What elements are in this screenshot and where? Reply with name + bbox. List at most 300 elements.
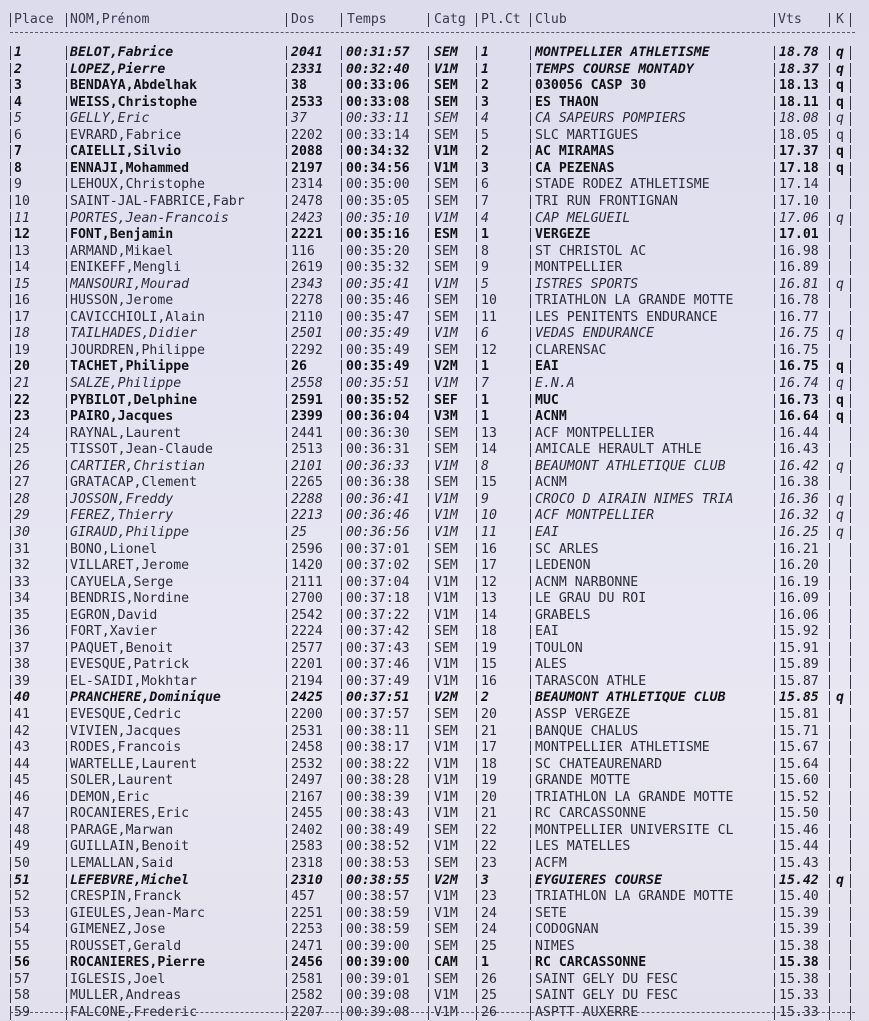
cell-vts: 16.73 [779, 392, 819, 408]
cell-nom: CAYUELA,Serge [70, 574, 174, 590]
cell-catg: V2M [434, 690, 458, 706]
column-separator [341, 443, 342, 457]
column-separator [428, 13, 429, 27]
column-separator [850, 543, 851, 557]
column-separator [476, 625, 477, 639]
cell-nom: FALCONE,Frederic [70, 1004, 198, 1020]
cell-place: 33 [14, 574, 30, 590]
column-separator [10, 923, 11, 937]
table-row [0, 111, 869, 127]
column-separator [10, 642, 11, 656]
column-separator [829, 890, 830, 904]
cell-dos: 2501 [291, 326, 323, 342]
column-separator [476, 129, 477, 143]
column-separator [66, 394, 67, 408]
cell-pl: 2 [481, 78, 489, 94]
column-separator [530, 840, 531, 854]
column-separator [476, 509, 477, 523]
cell-temps: 00:36:38 [346, 475, 410, 491]
cell-temps: 00:37:18 [346, 591, 410, 607]
column-separator [66, 46, 67, 60]
table-row [0, 790, 869, 806]
column-separator [850, 261, 851, 275]
cell-nom: SAINT-JAL-FABRICE,Fabr [70, 193, 245, 209]
column-separator [66, 807, 67, 821]
column-separator [286, 658, 287, 672]
column-separator [428, 874, 429, 888]
column-separator [530, 195, 531, 209]
column-separator [341, 625, 342, 639]
cell-nom: BONO,Lionel [70, 541, 158, 557]
column-separator [530, 493, 531, 507]
cell-catg: V1M [434, 988, 458, 1004]
cell-place: 20 [14, 359, 30, 375]
cell-catg: V1M [434, 673, 458, 689]
column-separator [476, 63, 477, 77]
cell-temps: 00:35:47 [346, 309, 410, 325]
column-separator [66, 774, 67, 788]
column-separator [428, 327, 429, 341]
column-separator [428, 973, 429, 987]
column-separator [428, 410, 429, 424]
cell-vts: 16.75 [779, 326, 819, 342]
cell-pl: 1 [481, 409, 489, 425]
column-separator [476, 476, 477, 490]
cell-catg: ESM [434, 227, 458, 243]
cell-catg: SEM [434, 425, 458, 441]
cell-catg: SEM [434, 822, 458, 838]
column-separator [66, 476, 67, 490]
column-separator [829, 212, 830, 226]
column-separator [476, 162, 477, 176]
column-separator [850, 394, 851, 408]
cell-pl: 23 [481, 889, 497, 905]
column-separator [10, 228, 11, 242]
column-separator [530, 989, 531, 1003]
column-separator [428, 427, 429, 441]
header-catg: Catg [434, 12, 466, 27]
cell-club: NIMES [535, 938, 575, 954]
cell-pl: 26 [481, 971, 497, 987]
column-separator [774, 377, 775, 391]
cell-temps: 00:38:49 [346, 822, 410, 838]
cell-nom: TACHET,Philippe [70, 359, 190, 375]
cell-pl: 6 [481, 177, 489, 193]
column-separator [428, 609, 429, 623]
cell-club: MONTPELLIER [535, 260, 623, 276]
column-separator [341, 129, 342, 143]
column-separator [428, 79, 429, 93]
cell-k: q [836, 45, 844, 60]
cell-place: 28 [14, 491, 30, 507]
column-separator [476, 96, 477, 110]
cell-temps: 00:35:00 [346, 177, 410, 193]
column-separator [286, 708, 287, 722]
column-separator [341, 675, 342, 689]
column-separator [476, 658, 477, 672]
cell-place: 17 [14, 309, 30, 325]
column-separator [774, 840, 775, 854]
cell-temps: 00:36:04 [346, 409, 410, 425]
cell-nom: SOLER,Laurent [70, 773, 174, 789]
cell-place: 54 [14, 922, 30, 938]
column-separator [341, 741, 342, 755]
column-separator [428, 261, 429, 275]
column-separator [774, 509, 775, 523]
column-separator [774, 940, 775, 954]
column-separator [774, 890, 775, 904]
column-separator [850, 758, 851, 772]
column-separator [286, 956, 287, 970]
column-separator [829, 46, 830, 60]
cell-club: CODOGNAN [535, 922, 599, 938]
column-separator [428, 195, 429, 209]
cell-catg: V3M [434, 409, 458, 425]
cell-vts: 16.74 [779, 376, 819, 391]
column-separator [829, 145, 830, 159]
cell-place: 48 [14, 822, 30, 838]
table-row [0, 542, 869, 558]
cell-pl: 24 [481, 905, 497, 921]
cell-place: 35 [14, 607, 30, 623]
cell-place: 40 [14, 690, 30, 706]
column-separator [10, 129, 11, 143]
cell-catg: V1M [434, 491, 458, 507]
cell-temps: 00:38:57 [346, 889, 410, 905]
cell-catg: V1M [434, 376, 458, 391]
column-separator [66, 129, 67, 143]
cell-catg: V2M [434, 359, 458, 375]
column-separator [774, 311, 775, 325]
cell-dos: 37 [291, 111, 307, 127]
cell-place: 44 [14, 756, 30, 772]
cell-club: EAI [535, 359, 559, 375]
cell-catg: V1M [434, 210, 458, 226]
column-separator [428, 907, 429, 921]
cell-pl: 5 [481, 276, 489, 292]
cell-vts: 15.64 [779, 756, 819, 772]
column-separator [428, 360, 429, 374]
column-separator [829, 476, 830, 490]
cell-club: LES MATELLES [535, 839, 631, 855]
column-separator [428, 311, 429, 325]
cell-nom: RAYNAL,Laurent [70, 425, 182, 441]
cell-dos: 2441 [291, 425, 323, 441]
cell-pl: 7 [481, 376, 489, 391]
column-separator [286, 642, 287, 656]
column-separator [774, 327, 775, 341]
column-separator [850, 344, 851, 358]
column-separator [774, 625, 775, 639]
cell-pl: 20 [481, 707, 497, 722]
table-row [0, 376, 869, 392]
column-separator [829, 956, 830, 970]
column-separator [530, 625, 531, 639]
cell-pl: 16 [481, 673, 497, 689]
cell-dos: 25 [291, 524, 307, 540]
column-separator [476, 791, 477, 805]
column-separator [10, 592, 11, 606]
column-separator [850, 145, 851, 159]
column-separator [10, 178, 11, 192]
column-separator [66, 592, 67, 606]
column-separator [428, 509, 429, 523]
column-separator [476, 178, 477, 192]
cell-club: MONTPELLIER UNIVERSITE CL [535, 822, 734, 838]
cell-club: LE GRAU DU ROI [535, 591, 647, 607]
cell-temps: 00:37:02 [346, 558, 410, 574]
cell-temps: 00:38:28 [346, 773, 410, 789]
cell-pl: 1 [481, 61, 489, 77]
column-separator [286, 212, 287, 226]
column-separator [850, 691, 851, 705]
cell-catg: SEM [434, 342, 458, 358]
cell-dos: 2581 [291, 971, 323, 987]
column-separator [850, 576, 851, 590]
cell-nom: PAIRO,Jacques [70, 409, 174, 425]
cell-vts: 15.42 [779, 872, 819, 888]
column-separator [10, 476, 11, 490]
column-separator [66, 741, 67, 755]
column-separator [66, 824, 67, 838]
cell-k: q [836, 491, 844, 507]
table-header [0, 12, 869, 28]
header-rule [10, 32, 855, 33]
column-separator [428, 145, 429, 159]
column-separator [428, 658, 429, 672]
column-separator [850, 923, 851, 937]
cell-k: q [836, 78, 844, 94]
cell-vts: 17.37 [779, 144, 819, 160]
cell-temps: 00:36:46 [346, 508, 410, 524]
cell-club: SAINT GELY DU FESC [535, 971, 678, 987]
column-separator [341, 394, 342, 408]
cell-temps: 00:33:11 [346, 111, 410, 127]
column-separator [286, 443, 287, 457]
cell-k: q [836, 458, 844, 474]
column-separator [286, 278, 287, 292]
column-separator [428, 493, 429, 507]
cell-vts: 16.75 [779, 359, 819, 375]
cell-vts: 15.33 [779, 1004, 819, 1020]
cell-pl: 8 [481, 458, 489, 474]
cell-club: LEDENON [535, 558, 591, 574]
column-separator [476, 261, 477, 275]
column-separator [476, 79, 477, 93]
column-separator [530, 228, 531, 242]
column-separator [829, 625, 830, 639]
column-separator [428, 642, 429, 656]
cell-pl: 1 [481, 392, 489, 408]
cell-temps: 00:39:00 [346, 938, 410, 954]
column-separator [774, 460, 775, 474]
cell-place: 57 [14, 971, 30, 987]
cell-dos: 2310 [291, 872, 323, 888]
table-row [0, 757, 869, 773]
cell-place: 29 [14, 508, 30, 524]
cell-temps: 00:36:56 [346, 524, 410, 540]
column-separator [829, 840, 830, 854]
cell-nom: CAVICCHIOLI,Alain [70, 309, 205, 325]
column-separator [10, 940, 11, 954]
column-separator [66, 162, 67, 176]
column-separator [476, 741, 477, 755]
column-separator [428, 46, 429, 60]
column-separator [774, 741, 775, 755]
cell-nom: CAIELLI,Silvio [70, 144, 182, 160]
cell-nom: BENDAYA,Abdelhak [70, 78, 198, 94]
table-row [0, 724, 869, 740]
column-separator [530, 294, 531, 308]
cell-temps: 00:35:51 [346, 376, 410, 391]
cell-vts: 16.21 [779, 541, 819, 557]
cell-club: MONTPELLIER ATHLETISME [535, 740, 710, 756]
cell-pl: 23 [481, 855, 497, 871]
column-separator [530, 129, 531, 143]
column-separator [850, 592, 851, 606]
cell-vts: 16.78 [779, 293, 819, 309]
column-separator [286, 245, 287, 259]
column-separator [829, 708, 830, 722]
column-separator [10, 708, 11, 722]
cell-temps: 00:38:39 [346, 789, 410, 805]
cell-club: MUC [535, 392, 559, 408]
cell-pl: 7 [481, 193, 489, 209]
cell-vts: 16.98 [779, 243, 819, 259]
column-separator [476, 493, 477, 507]
table-row [0, 277, 869, 293]
cell-place: 27 [14, 475, 30, 491]
cell-vts: 16.42 [779, 458, 819, 474]
column-separator [850, 294, 851, 308]
header-club: Club [535, 12, 567, 27]
table-row [0, 674, 869, 690]
column-separator [66, 543, 67, 557]
cell-place: 7 [14, 144, 22, 160]
column-separator [829, 642, 830, 656]
column-separator [428, 162, 429, 176]
cell-nom: GIRAUD,Philippe [70, 524, 190, 540]
column-separator [286, 592, 287, 606]
cell-place: 45 [14, 773, 30, 789]
column-separator [286, 874, 287, 888]
column-separator [341, 923, 342, 937]
column-separator [341, 245, 342, 259]
cell-temps: 00:38:22 [346, 756, 410, 772]
column-separator [530, 874, 531, 888]
column-separator [829, 658, 830, 672]
cell-vts: 15.39 [779, 905, 819, 921]
column-separator [66, 691, 67, 705]
column-separator [476, 112, 477, 126]
column-separator [829, 526, 830, 540]
table-row [0, 972, 869, 988]
cell-k: q [836, 94, 844, 110]
column-separator [341, 890, 342, 904]
column-separator [428, 460, 429, 474]
column-separator [428, 394, 429, 408]
cell-pl: 5 [481, 127, 489, 143]
table-row [0, 492, 869, 508]
column-separator [10, 609, 11, 623]
column-separator [341, 576, 342, 590]
column-separator [850, 956, 851, 970]
table-row [0, 211, 869, 227]
cell-temps: 00:34:32 [346, 144, 410, 160]
cell-pl: 9 [481, 491, 489, 507]
cell-nom: DEMON,Eric [70, 789, 150, 805]
cell-nom: RODES,Francois [70, 740, 182, 756]
column-separator [428, 559, 429, 573]
header-pl: Pl.Ct [481, 12, 521, 27]
column-separator [66, 427, 67, 441]
cell-catg: V1M [434, 458, 458, 474]
column-separator [66, 228, 67, 242]
table-row [0, 475, 869, 491]
column-separator [476, 708, 477, 722]
column-separator [476, 956, 477, 970]
column-separator [428, 443, 429, 457]
column-separator [850, 162, 851, 176]
cell-temps: 00:38:55 [346, 872, 410, 888]
column-separator [341, 940, 342, 954]
cell-nom: CARTIER,Christian [70, 458, 205, 474]
cell-dos: 2201 [291, 657, 323, 673]
column-separator [341, 377, 342, 391]
cell-vts: 15.71 [779, 723, 819, 739]
column-separator [341, 559, 342, 573]
table-row [0, 227, 869, 243]
cell-dos: 2583 [291, 839, 323, 855]
column-separator [10, 774, 11, 788]
table-row [0, 889, 869, 905]
cell-k: q [836, 409, 844, 425]
cell-temps: 00:38:59 [346, 905, 410, 921]
column-separator [428, 245, 429, 259]
column-separator [10, 410, 11, 424]
column-separator [428, 294, 429, 308]
table-row [0, 624, 869, 640]
column-separator [10, 493, 11, 507]
column-separator [476, 758, 477, 772]
cell-club: ACF MONTPELLIER [535, 425, 655, 441]
column-separator [829, 592, 830, 606]
cell-nom: WARTELLE,Laurent [70, 756, 198, 772]
cell-place: 16 [14, 293, 30, 309]
cell-pl: 18 [481, 624, 497, 640]
column-separator [829, 907, 830, 921]
table-row [0, 343, 869, 359]
cell-dos: 2194 [291, 673, 323, 689]
column-separator [774, 278, 775, 292]
cell-place: 50 [14, 855, 30, 871]
column-separator [476, 691, 477, 705]
column-separator [286, 989, 287, 1003]
column-separator [10, 261, 11, 275]
cell-pl: 24 [481, 922, 497, 938]
column-separator [286, 294, 287, 308]
column-separator [476, 559, 477, 573]
column-separator [476, 907, 477, 921]
column-separator [428, 576, 429, 590]
column-separator [66, 890, 67, 904]
cell-club: TARASCON ATHLE [535, 673, 647, 689]
cell-place: 4 [14, 94, 22, 110]
cell-catg: SEM [434, 45, 458, 60]
column-separator [829, 509, 830, 523]
column-separator [774, 956, 775, 970]
cell-nom: EVESQUE,Patrick [70, 657, 190, 673]
